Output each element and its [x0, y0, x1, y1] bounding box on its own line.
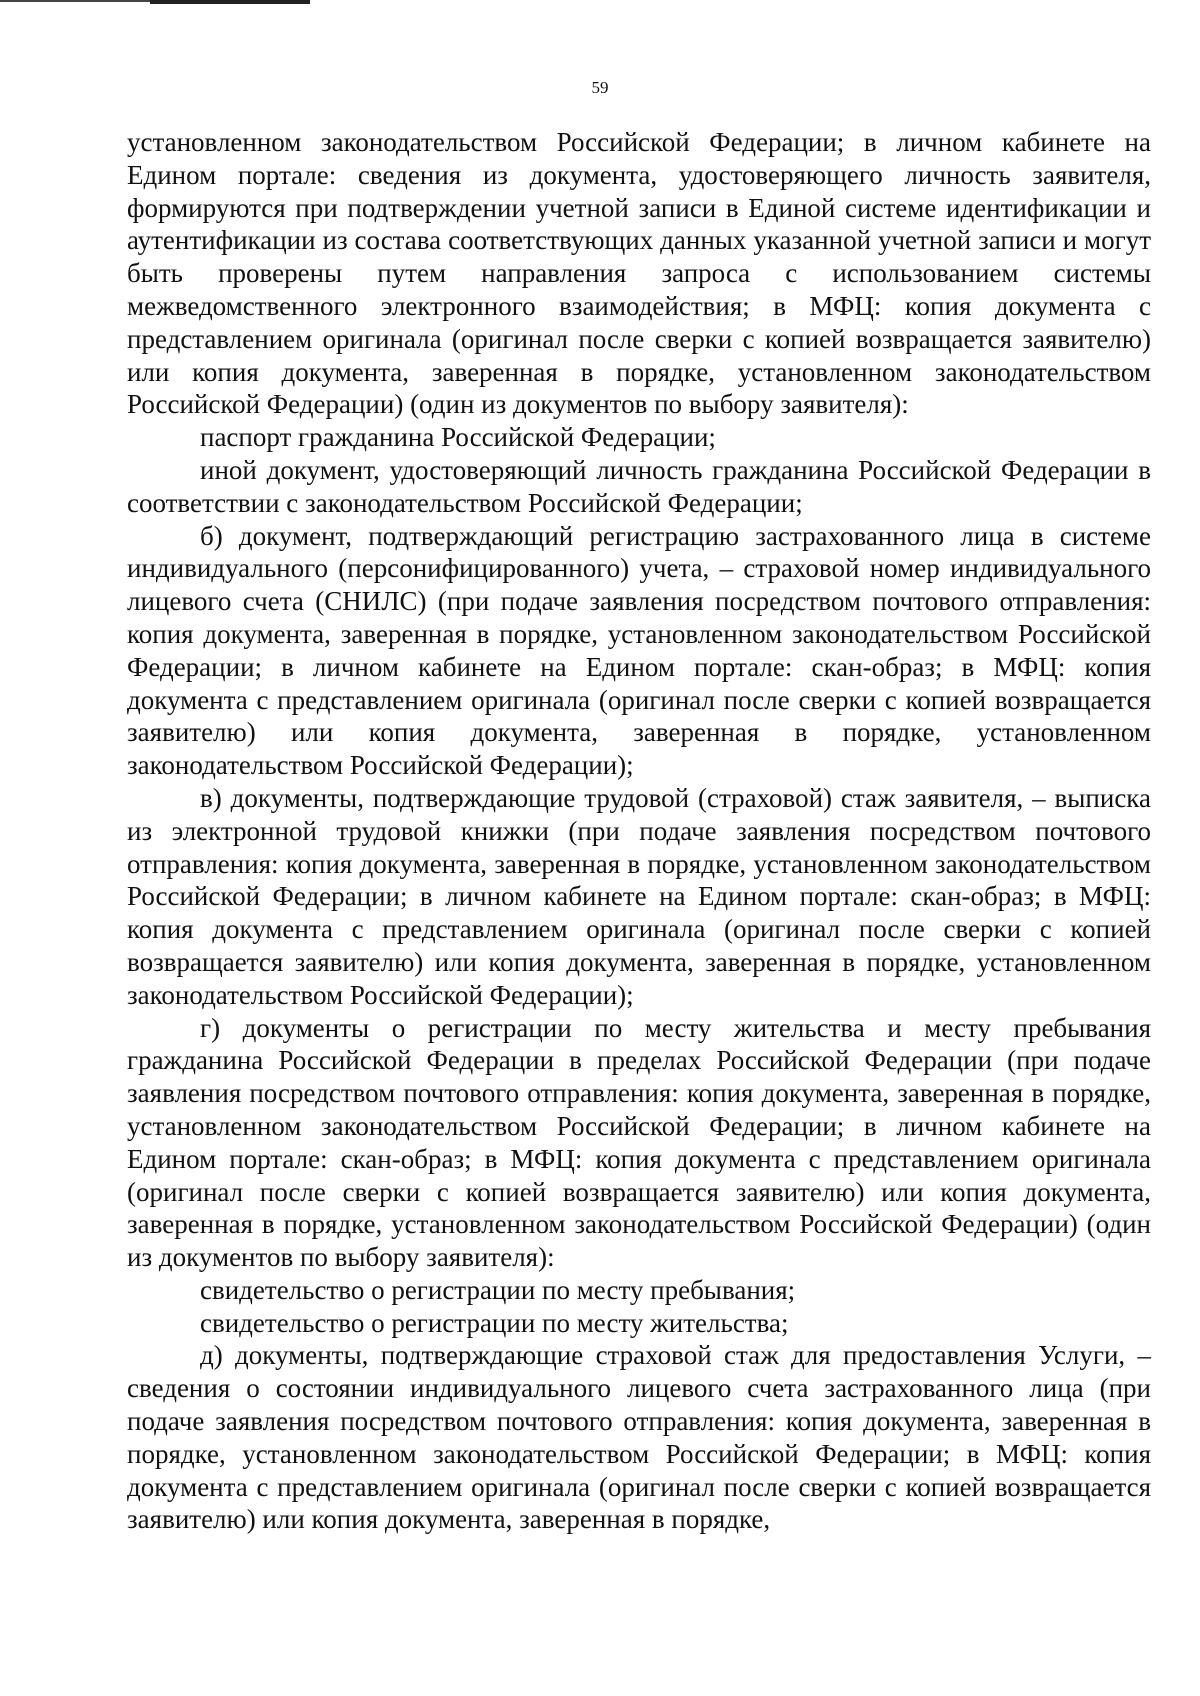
- paragraph-item-d: д) документы, подтверждающие страховой стаж для предоставления Услуги, – сведения о состоянии индивидуального лицевого счета застрахованного лица (при подаче заявления посредством почтового отправления: копия документа, заверенная в порядке, установленном законодательством Российской Федерации; в МФЦ: копия документа с представлением оригинала (оригинал после сверки с копией возвращается заявителю) или копия документа, заверенная в порядке,: [127, 1340, 1151, 1535]
- list-item-other-id: иной документ, удостоверяющий личность гражданина Российской Федерации в соответствии с законодательством Российской Федерации;: [127, 454, 1151, 518]
- document-body: [127, 126, 1151, 1536]
- page-number: 59: [591, 78, 609, 97]
- list-item-passport: паспорт гражданина Российской Федерации;: [200, 422, 716, 453]
- paragraph-item-b: б) документ, подтверждающий регистрацию застрахованного лица в системе индивидуального (персонифицированного) учета, – страховой номер индивидуального лицевого счета (СНИЛС) (при подаче заявления посредством почтового отправления: копия документа, заверенная в порядке, установленном законодательством Российской Федерации; в личном кабинете на Едином портале: скан-образ; в МФЦ: копия документа с представлением оригинала (оригинал после сверки с копией возвращается заявителю) или копия документа, заверенная в порядке, установленном законодательством Российской Федерации);: [127, 520, 1151, 781]
- list-item-residence-registration: свидетельство о регистрации по месту жительства;: [200, 1307, 789, 1338]
- list-item-stay-registration: свидетельство о регистрации по месту пребывания;: [200, 1274, 796, 1305]
- paragraph-item-g: г) документы о регистрации по месту жительства и месту пребывания гражданина Российской Федерации в пределах Российской Федерации (при подаче заявления посредством почтового отправления: копия документа, заверенная в порядке, установленном законодательством Российской Федерации; в личном кабинете на Едином портале: скан-образ; в МФЦ: копия документа с представлением оригинала (оригинал после сверки с копией возвращается заявителю) или копия документа, заверенная в порядке, установленном законодательством Российской Федерации) (один из документов по выбору заявителя):: [127, 1012, 1151, 1273]
- paragraph-item-v: в) документы, подтверждающие трудовой (страховой) стаж заявителя, – выписка из электронной трудовой книжки (при подаче заявления посредством почтового отправления: копия документа, заверенная в порядке, установленном законодательством Российской Федерации; в личном кабинете на Едином портале: скан-образ; в МФЦ: копия документа с представлением оригинала (оригинал после сверки с копией возвращается заявителю) или копия документа, заверенная в порядке, установленном законодательством Российской Федерации);: [127, 782, 1151, 1010]
- paragraph-continuation: установленном законодательством Российской Федерации; в личном кабинете на Едином портале: сведения из документа, удостоверяющего личность заявителя, формируются при подтверждении учетной записи в Единой системе идентификации и аутентификации из состава соответствующих данных указанной учетной записи и могут быть проверены путем направления запроса с использованием системы межведомственного электронного взаимодействия; в МФЦ: копия документа с представлением оригинала (оригинал после сверки с копией возвращается заявителю) или копия документа, заверенная в порядке, установленном законодательством Российской Федерации) (один из документов по выбору заявителя):: [127, 127, 1151, 420]
- top-rule-tick: [150, 0, 310, 4]
